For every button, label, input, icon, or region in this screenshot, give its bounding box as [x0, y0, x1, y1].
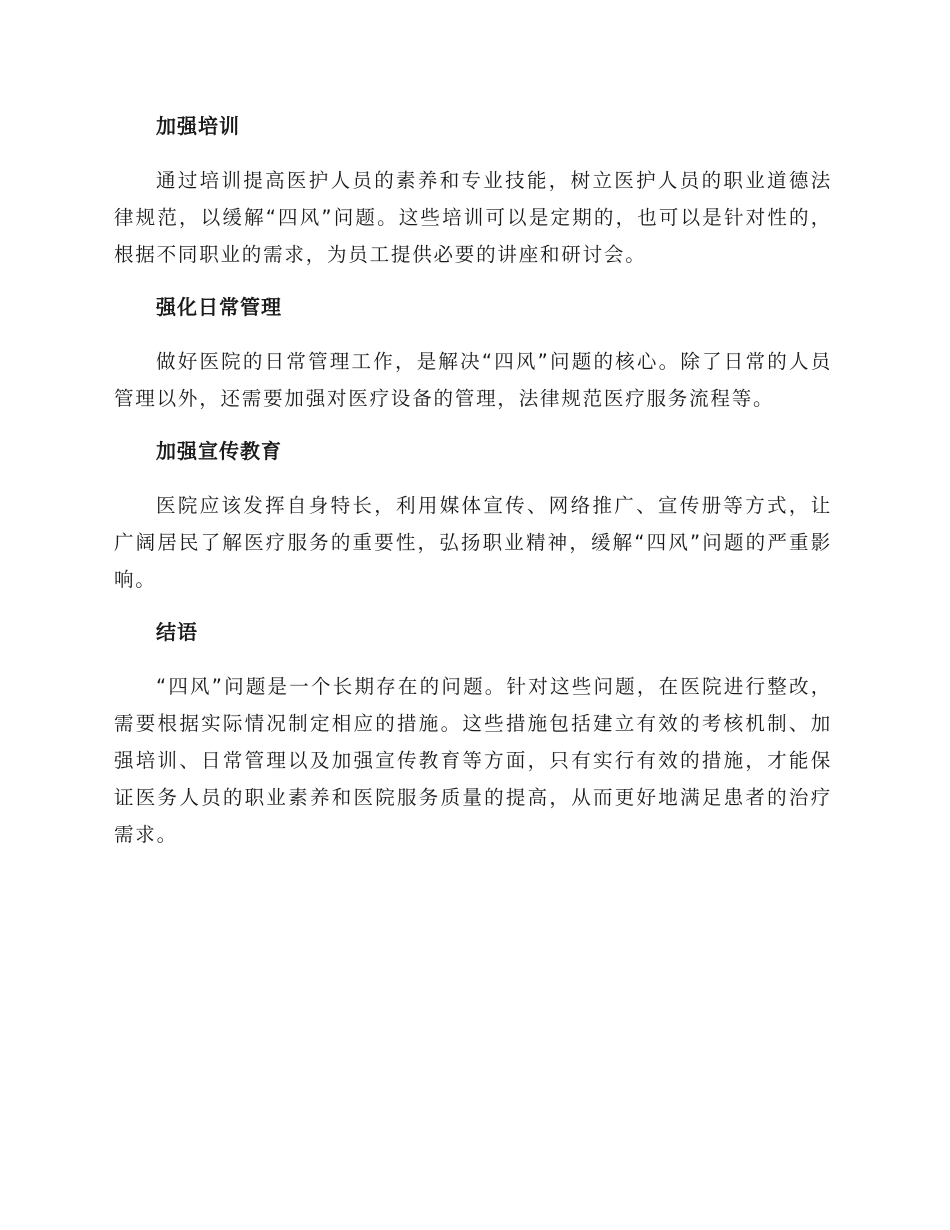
section-heading: 结语: [156, 620, 198, 644]
section-conclusion: [114, 614, 832, 853]
section-heading: 加强培训: [156, 114, 240, 138]
document-page: [114, 108, 832, 869]
section-training: [114, 108, 832, 273]
section-paragraph: 医院应该发挥自身特长，利用媒体宣传、网络推广、宣传册等方式，让广阔居民了解医疗服务的重要性，弘扬职业精神，缓解“四风”问题的严重影响。: [114, 494, 832, 591]
section-publicity-education: [114, 433, 832, 598]
section-paragraph: 通过培训提高医护人员的素养和专业技能，树立医护人员的职业道德法律规范，以缓解“四风”问题。这些培训可以是定期的，也可以是针对性的，根据不同职业的需求，为员工提供必要的讲座和研讨会。: [114, 169, 832, 266]
section-daily-management: [114, 289, 832, 417]
section-heading: 强化日常管理: [156, 295, 282, 319]
section-paragraph: 做好医院的日常管理工作，是解决“四风”问题的核心。除了日常的人员管理以外，还需要加强对医疗设备的管理，法律规范医疗服务流程等。: [114, 350, 832, 410]
section-paragraph: “四风”问题是一个长期存在的问题。针对这些问题，在医院进行整改，需要根据实际情况制定相应的措施。这些措施包括建立有效的考核机制、加强培训、日常管理以及加强宣传教育等方面，只有实行有效的措施，才能保证医务人员的职业素养和医院服务质量的提高，从而更好地满足患者的治疗需求。: [114, 675, 832, 846]
section-heading: 加强宣传教育: [156, 439, 282, 463]
